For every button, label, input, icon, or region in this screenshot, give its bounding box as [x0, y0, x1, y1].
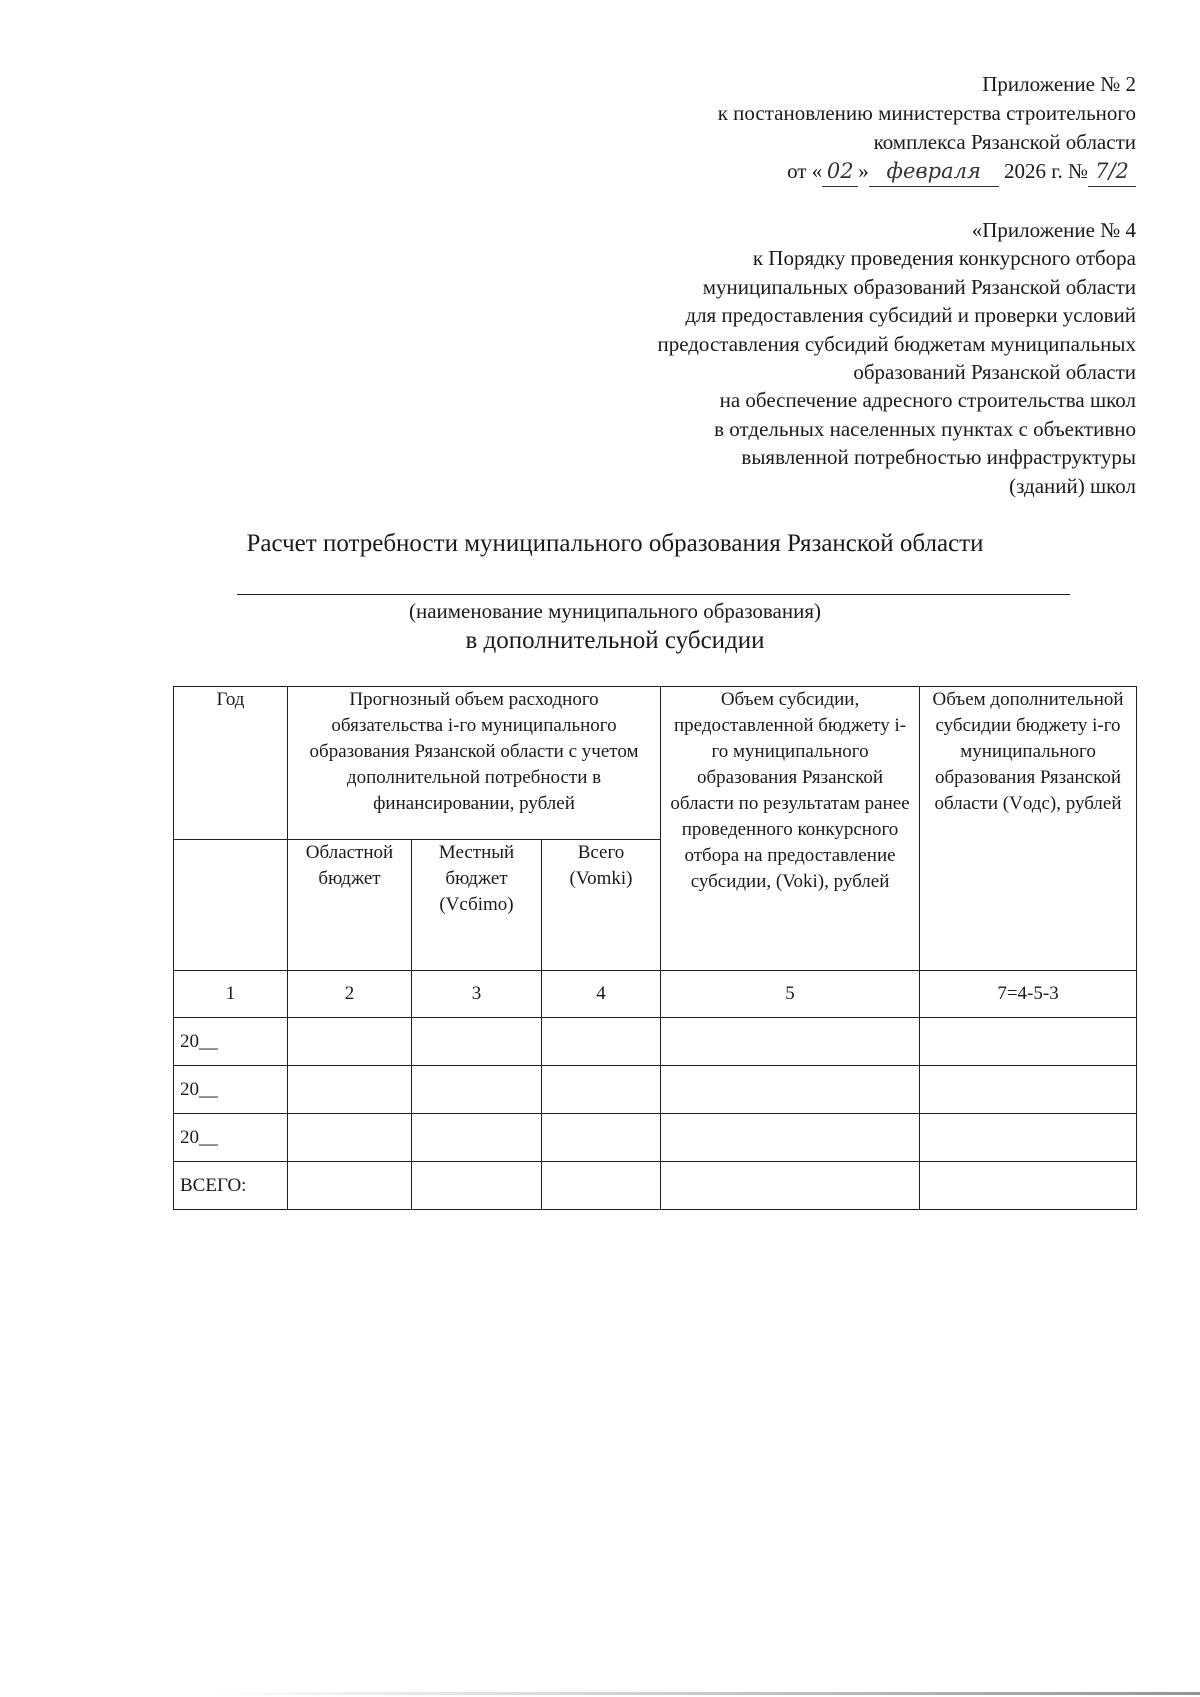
table-cell — [920, 1018, 1137, 1066]
column-number: 4 — [542, 971, 661, 1018]
date-prefix: от « — [787, 159, 823, 183]
subheader-empty-cell — [174, 840, 288, 971]
subheader-regional-budget: Областной бюджет — [288, 840, 412, 971]
header-subsidy-volume: Объем субсидии, предоставленной бюджету i-го муниципального образования Рязанской области по результатам ранее проведенного конкурсного отбора на предоставление субсидии, (Voki), рублей — [661, 687, 920, 971]
document-title: Расчет потребности муниципального образования Рязанской области — [246, 530, 984, 557]
row-year-label: 20__ — [174, 1114, 288, 1162]
appendix-header — [718, 70, 1136, 187]
table-cell — [920, 1114, 1137, 1162]
table-cell — [661, 1114, 920, 1162]
attachment-line: выявленной потребностью инфраструктуры — [741, 445, 1136, 470]
column-number: 1 — [174, 971, 288, 1018]
table-cell — [542, 1018, 661, 1066]
date-month-handwritten: февраля — [869, 157, 999, 187]
table-cell — [661, 1066, 920, 1114]
appendix-ministry: комплекса Рязанской области — [873, 130, 1136, 154]
table-cell — [542, 1162, 661, 1210]
appendix-number: Приложение № 2 — [982, 72, 1136, 96]
date-mid: » — [858, 159, 869, 183]
municipality-name-blank-line — [237, 594, 1070, 595]
table-cell — [920, 1162, 1137, 1210]
attachment-line: муниципальных образований Рязанской области — [702, 274, 1136, 299]
table-row — [174, 1114, 1137, 1162]
attachment-line: к Порядку проведения конкурсного отбора — [752, 246, 1136, 271]
column-number-row — [174, 971, 1137, 1018]
table-header-row — [174, 687, 1137, 840]
row-total-label: ВСЕГО: — [174, 1162, 288, 1210]
document-number-handwritten: 7/2 — [1088, 157, 1136, 187]
document-subtitle: в дополнительной субсидии — [465, 627, 765, 654]
table-cell — [661, 1018, 920, 1066]
table-cell — [920, 1066, 1137, 1114]
table-row — [174, 1066, 1137, 1114]
column-number: 7=4-5-3 — [920, 971, 1137, 1018]
table-cell — [412, 1162, 542, 1210]
table-cell — [542, 1066, 661, 1114]
attachment-line: (зданий) школ — [1009, 473, 1136, 498]
table-total-row — [174, 1162, 1137, 1210]
header-forecast-volume: Прогнозный объем расходного обязательства i-го муниципального образования Рязанской области с учетом дополнительной потребности в финансировании, рублей — [288, 687, 661, 840]
date-day-handwritten: 02 — [822, 157, 858, 187]
table-row — [174, 1018, 1137, 1066]
attachment-line: на обеспечение адресного строительства школ — [719, 388, 1136, 413]
attachment-line: для предоставления субсидий и проверки условий — [685, 303, 1136, 328]
date-year: 2026 г. № — [998, 159, 1088, 183]
table-cell — [288, 1066, 412, 1114]
column-number: 5 — [661, 971, 920, 1018]
subheader-total: Всего (Vomki) — [542, 840, 661, 971]
column-number: 3 — [412, 971, 542, 1018]
subheader-local-budget: Местный бюджет (Vсбimo) — [412, 840, 542, 971]
appendix-date-line — [718, 157, 1136, 187]
table-cell — [661, 1162, 920, 1210]
column-number: 2 — [288, 971, 412, 1018]
municipality-name-caption: (наименование муниципального образования) — [408, 599, 822, 623]
table-cell — [288, 1162, 412, 1210]
attachment-line: предоставления субсидий бюджетам муниципальных — [657, 331, 1136, 356]
row-year-label: 20__ — [174, 1066, 288, 1114]
attachment-line: в отдельных населенных пунктах с объективно — [714, 416, 1136, 441]
attachment-header — [657, 216, 1136, 500]
calculation-table — [173, 686, 1137, 1210]
scan-edge-shadow — [200, 1692, 1200, 1695]
appendix-resolution: к постановлению министерства строительного — [717, 101, 1136, 125]
attachment-line: образований Рязанской области — [853, 360, 1136, 385]
table-cell — [412, 1018, 542, 1066]
table-cell — [412, 1066, 542, 1114]
header-additional-subsidy: Объем дополнительной субсидии бюджету i-го муниципального образования Рязанской области (Vодс), рублей — [920, 687, 1137, 971]
table-cell — [288, 1114, 412, 1162]
attachment-line: «Приложение № 4 — [971, 218, 1136, 242]
table-cell — [288, 1018, 412, 1066]
table-cell — [542, 1114, 661, 1162]
table-cell — [412, 1114, 542, 1162]
header-year: Год — [174, 687, 288, 840]
row-year-label: 20__ — [174, 1018, 288, 1066]
